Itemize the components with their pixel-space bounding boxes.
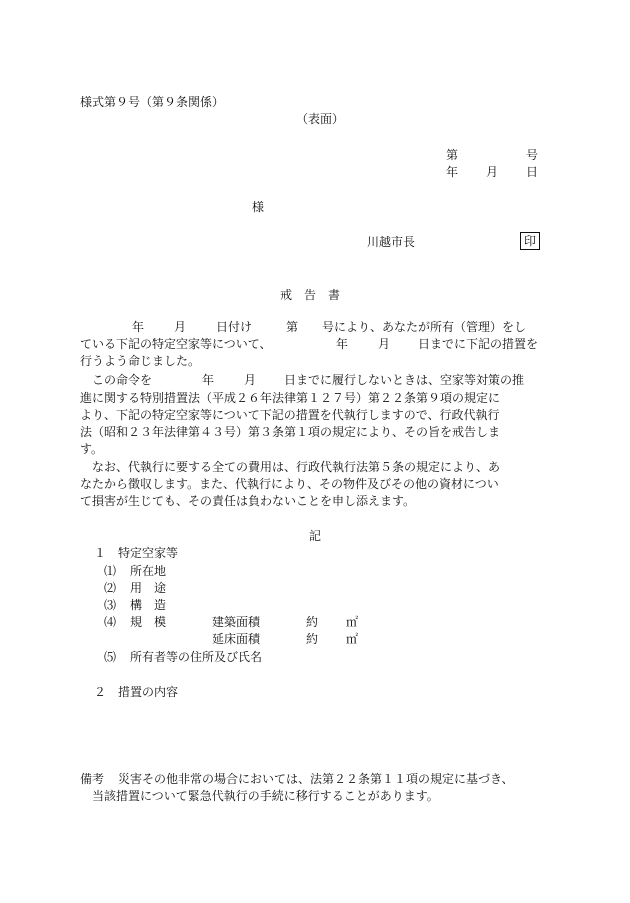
- item2-number: ⑵: [104, 581, 117, 595]
- p1-line1-rest: 号により、あなたが所有（管理）をし: [322, 320, 527, 334]
- p1-line1-number-prefix: 第: [286, 320, 299, 334]
- p2-line1-year: 年: [202, 373, 215, 387]
- floor-area-approx: 約: [306, 632, 319, 646]
- p3-line3: て損害が生じても、その責任は負わないことを申し添えます。: [80, 494, 416, 508]
- seal-mark: 印: [520, 232, 540, 250]
- item2-label: 用 途: [130, 581, 167, 595]
- p2-line3: より、下記の特定空家等について下記の措置を代執行しますので、行政代執行: [80, 408, 500, 422]
- note-line2: 当該措置について緊急代執行の手続に移行することがあります。: [92, 789, 439, 803]
- p1-line1-day: 日付け: [216, 320, 253, 334]
- p2-line4: 法（昭和２３年法律第４３号）第３条第１項の規定により、その旨を戒告しま: [80, 425, 501, 439]
- ki-label: 記: [309, 529, 322, 543]
- section2-title: 措置の内容: [118, 685, 179, 699]
- document-title: 戒 告 書: [280, 288, 341, 302]
- form-label: 様式第９号（第９条関係）: [80, 95, 225, 109]
- item3-label: 構 造: [130, 598, 167, 612]
- item1-label: 所在地: [130, 564, 167, 578]
- item1-number: ⑴: [104, 564, 117, 578]
- section2-number: ２: [94, 685, 107, 699]
- p1-line1-month: 月: [174, 320, 187, 334]
- p3-line1: なお、代執行に要する全ての費用は、行政代執行法第５条の規定により、あ: [92, 460, 501, 474]
- section1-title: 特定空家等: [118, 546, 179, 560]
- p2-line1-lead: この命令を: [92, 373, 153, 387]
- p1-line2-lead: ている下記の特定空家等について、: [80, 337, 272, 351]
- p2-line1-month: 月: [244, 373, 257, 387]
- section1-number: １: [94, 546, 107, 560]
- p1-line2-year: 年: [336, 337, 349, 351]
- note-label: 備考: [80, 772, 105, 786]
- building-area-unit: ㎡: [346, 615, 359, 629]
- p2-line2: 進に関する特別措置法（平成２６年法律第１２７号）第２２条第９項の規定に: [80, 391, 501, 405]
- p1-line3: 行うよう命じました。: [80, 354, 201, 368]
- item4-number: ⑷: [104, 615, 117, 629]
- item3-number: ⑶: [104, 598, 117, 612]
- p2-line5: す。: [80, 442, 104, 456]
- p3-line2: なたから徴収します。また、代執行により、その物件及びその他の資材につい: [80, 477, 499, 491]
- item4-label: 規 模: [130, 615, 167, 629]
- floor-area-label: 延床面積: [212, 632, 261, 646]
- date-day: 日: [526, 165, 539, 179]
- building-area-approx: 約: [306, 615, 319, 629]
- issuer-name: 川越市長: [367, 235, 416, 249]
- note-line1: 災害その他非常の場合においては、法第２２条第１１項の規定に基づき、: [118, 772, 514, 786]
- p2-line1-rest: 日までに履行しないときは、空家等対策の推: [284, 373, 525, 387]
- p1-line2-month: 月: [378, 337, 391, 351]
- date-month: 月: [486, 165, 499, 179]
- item5-number: ⑸: [104, 650, 117, 664]
- item5-label: 所有者等の住所及び氏名: [130, 650, 263, 664]
- floor-area-unit: ㎡: [346, 632, 359, 646]
- addressee-suffix: 様: [252, 200, 265, 214]
- p1-line1-year: 年: [132, 320, 145, 334]
- side-label: （表面）: [296, 112, 345, 126]
- p1-line2-rest: 日までに下記の措置を: [418, 337, 539, 351]
- doc-number-suffix: 号: [526, 148, 539, 162]
- doc-number-prefix: 第: [446, 148, 459, 162]
- date-year: 年: [446, 165, 459, 179]
- building-area-label: 建築面積: [212, 615, 261, 629]
